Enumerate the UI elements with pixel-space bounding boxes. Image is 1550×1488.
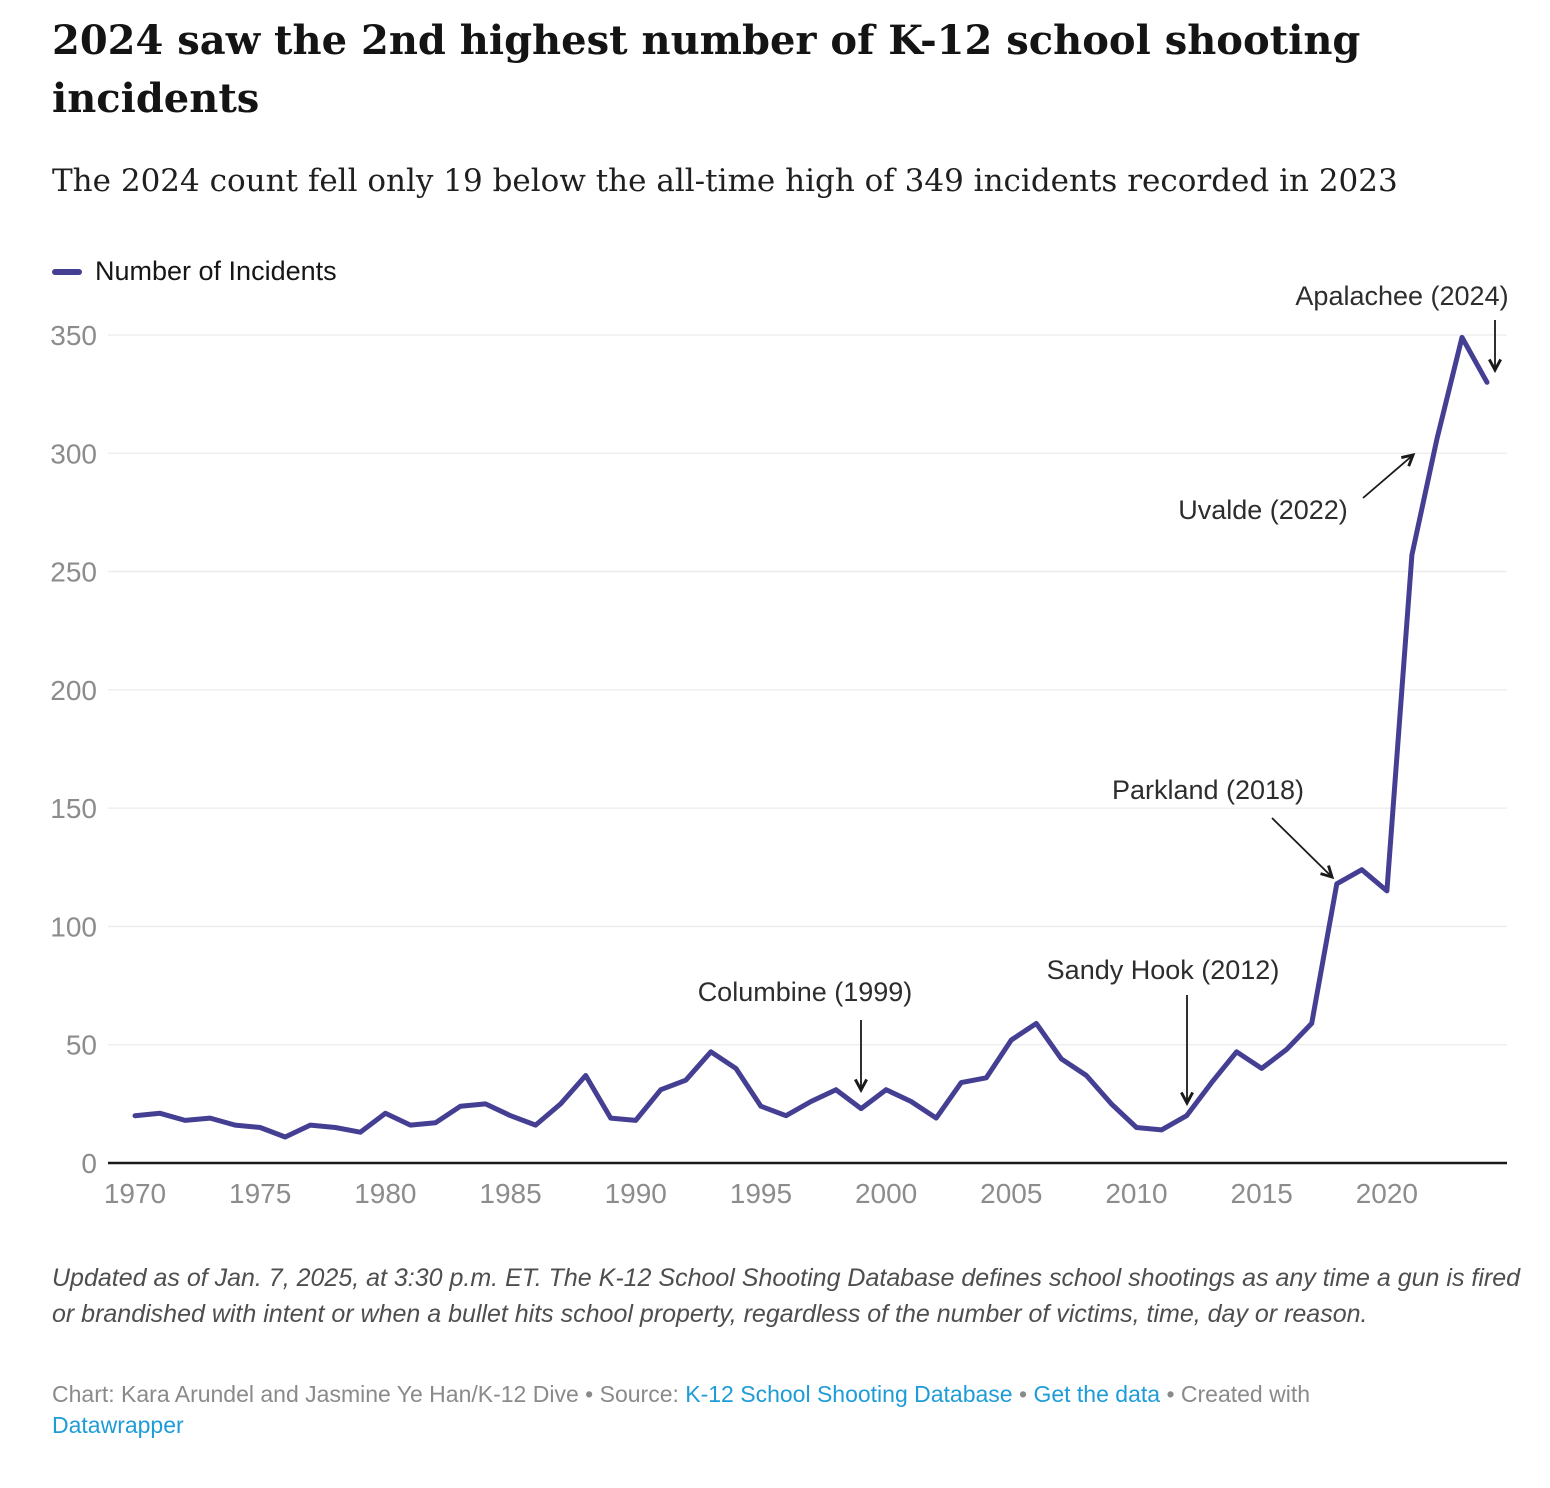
series-layer [135, 337, 1487, 1137]
x-tick-label-1975: 1975 [229, 1178, 292, 1209]
y-tick-label-300: 300 [50, 438, 97, 470]
x-tick-label-1985: 1985 [479, 1178, 542, 1209]
x-tick-label-2015: 2015 [1230, 1178, 1293, 1209]
x-tick-label-1995: 1995 [729, 1178, 793, 1209]
credit-source-label: Source: [599, 1381, 679, 1407]
annotation-label-parkland-2018: Parkland (2018) [1111, 775, 1305, 805]
annotation-label-apalachee-2024: Apalachee (2024) [1295, 281, 1509, 311]
separator-dot: • [585, 1381, 594, 1407]
y-tick-label-50: 50 [65, 1029, 97, 1061]
separator-dot: • [1019, 1381, 1028, 1407]
x-tick-label-1970: 1970 [103, 1178, 167, 1209]
x-tick-label-2010: 2010 [1105, 1178, 1168, 1209]
x-tick-label-2020: 2020 [1355, 1178, 1419, 1209]
y-tick-label-150: 150 [50, 793, 97, 825]
incidents-line [135, 337, 1487, 1137]
x-tick-label-1980: 1980 [354, 1178, 417, 1209]
datawrapper-link[interactable]: Datawrapper [52, 1412, 184, 1438]
x-tick-label-2005: 2005 [980, 1178, 1043, 1209]
credit-line [52, 1379, 1522, 1409]
source-link[interactable]: K-12 School Shooting Database [685, 1381, 1013, 1407]
annotation-label-sandy-hook-2012: Sandy Hook (2012) [1046, 955, 1280, 985]
chart-subtitle: The 2024 count fell only 19 below the all-time high of 349 incidents recorded in 2023 [52, 163, 1398, 199]
y-tick-label-0: 0 [81, 1148, 97, 1179]
legend-label: Number of Incidents [95, 256, 337, 286]
y-tick-label-200: 200 [50, 674, 97, 706]
get-the-data-link[interactable]: Get the data [1033, 1381, 1161, 1407]
y-tick-label-350: 350 [50, 320, 97, 351]
annotation-arrow-parkland-2018 [1272, 818, 1332, 877]
separator-dot: • [1166, 1381, 1175, 1407]
annotation-layer [698, 281, 1509, 1103]
line-chart-svg [0, 270, 1550, 1245]
annotation-label-uvalde-2022: Uvalde (2022) [1178, 495, 1348, 525]
x-tick-label-2000: 2000 [854, 1178, 918, 1209]
credit-chart-by: Chart: Kara Arundel and Jasmine Ye Han/K-12 Dive [52, 1381, 579, 1407]
footnote: Updated as of Jan. 7, 2025, at 3:30 p.m. ET. The K-12 School Shooting Database defines school shootings as any time a gun is fired or brandished with intent or when a bullet hits school property, regardless of the number of victims, time, day or reason. [52, 1264, 1521, 1328]
y-tick-label-250: 250 [50, 556, 97, 588]
y-tick-label-100: 100 [50, 911, 97, 943]
annotation-arrow-uvalde-2022 [1363, 455, 1413, 498]
x-tick-label-1990: 1990 [604, 1178, 667, 1209]
credit-created-with: Created with [1180, 1381, 1311, 1407]
credit-line-2 [52, 1410, 184, 1440]
annotation-label-columbine-1999: Columbine (1999) [697, 977, 913, 1007]
chart-title: 2024 saw the 2nd highest number of K-12 school shooting incidents [52, 17, 1361, 122]
